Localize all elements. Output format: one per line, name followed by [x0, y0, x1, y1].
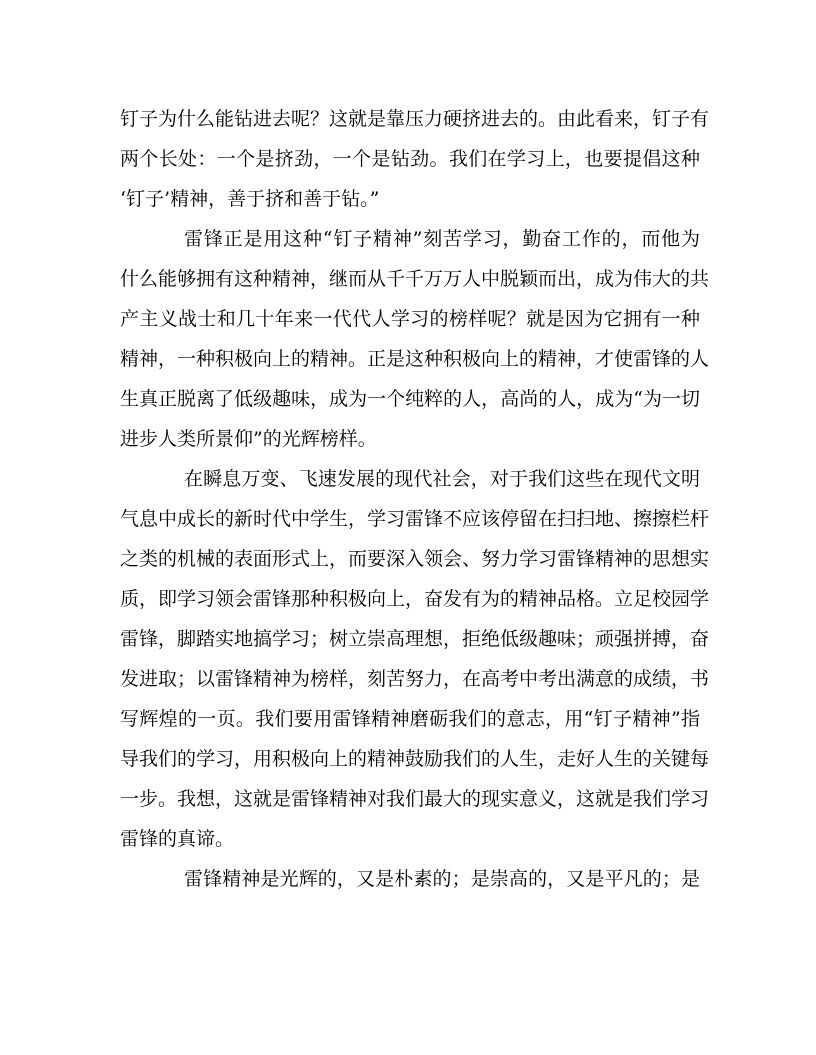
text-line: 质，即学习领会雷锋那种积极向上，奋发有为的精神品格。立足校园学	[120, 588, 710, 610]
text-line: 导我们的学习，用积极向上的精神鼓励我们的人生，走好人生的关键每	[120, 748, 710, 770]
text-line: 雷锋，脚踏实地搞学习；树立崇高理想，拒绝低级趣味；顽强拼搏，奋	[120, 628, 710, 650]
text-line: 什么能够拥有这种精神，继而从千千万万人中脱颖而出，成为伟大的共	[120, 268, 710, 290]
text-line: 气息中成长的新时代中学生，学习雷锋不应该停留在扫扫地、擦擦栏杆	[120, 508, 710, 530]
text-line: 产主义战士和几十年来一代代人学习的榜样呢？就是因为它拥有一种	[120, 308, 700, 330]
paragraph-first-line: 雷锋正是用这种“钉子精神”刻苦学习，勤奋工作的，而他为	[184, 228, 700, 250]
text-line: 雷锋的真谛。	[120, 828, 235, 850]
paragraph-first-line: 雷锋精神是光辉的，又是朴素的；是崇高的，又是平凡的；是	[184, 868, 700, 890]
text-line: 生真正脱离了低级趣味，成为一个纯粹的人，高尚的人，成为“为一切	[120, 388, 700, 410]
text-line: 一步。我想，这就是雷锋精神对我们最大的现实意义，这就是我们学习	[120, 788, 710, 810]
paragraph-first-line: 在瞬息万变、飞速发展的现代社会，对于我们这些在现代文明	[184, 468, 700, 490]
text-line: 写辉煌的一页。我们要用雷锋精神磨砺我们的意志，用“钉子精神”指	[120, 708, 700, 730]
text-line: 精神，一种积极向上的精神。正是这种积极向上的精神，才使雷锋的人	[120, 348, 710, 370]
text-line: 发进取；以雷锋精神为榜样，刻苦努力，在高考中考出满意的成绩，书	[120, 668, 710, 690]
text-line: 两个长处：一个是挤劲，一个是钻劲。我们在学习上，也要提倡这种	[120, 148, 700, 170]
text-line: 进步人类所景仰”的光辉榜样。	[120, 428, 377, 450]
text-line: 之类的机械的表面形式上，而要深入领会、努力学习雷锋精神的思想实	[120, 548, 710, 570]
text-line: 钉子为什么能钻进去呢？这就是靠压力硬挤进去的。由此看来，钉子有	[120, 108, 710, 130]
text-line: ‘钉子’精神，善于挤和善于钻。”	[120, 188, 380, 210]
